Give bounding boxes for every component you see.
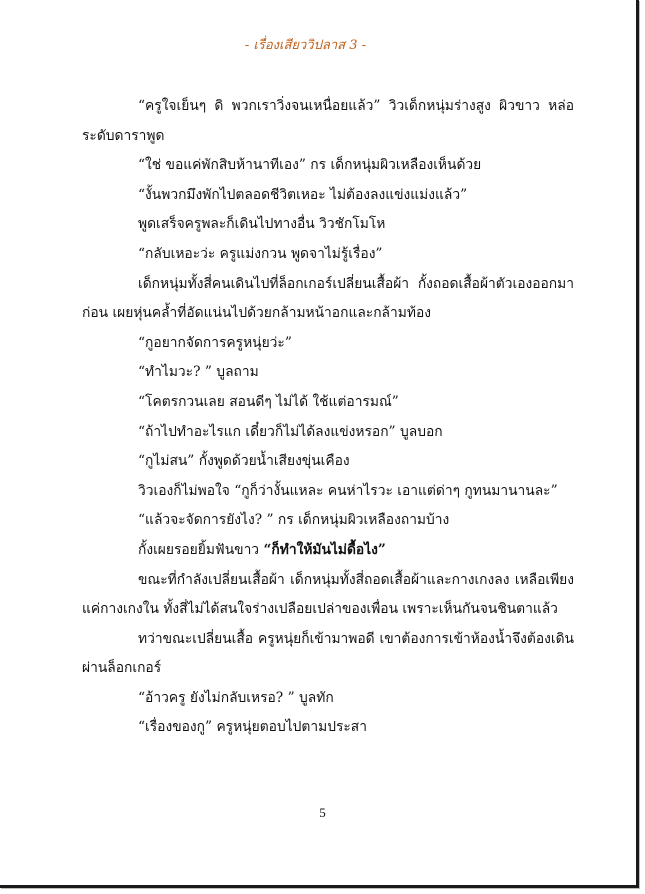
paragraph: “ถ้าไปทำอะไรแก เดี๋ยวก็ไม่ได้ลงแข่งหรอก” บูลบอก <box>138 423 443 440</box>
paragraph: “กูไม่สน” กั้งพูดด้วยน้ำเสียงขุ่นเคือง <box>138 453 350 470</box>
paragraph: เด็กหนุ่มทั้งสี่คนเดินไปที่ล็อกเกอร์เปลี่ยนเสื้อผ้า กั้งถอดเสื้อผ้าตัวเองออกมาก่อน เผยหุ่นคล้ำที่อัดแน่นไปด้วยกล้ามหน้าอกและกล้ามท้อง <box>82 275 574 322</box>
paragraph: “แล้วจะจัดการยังไง? ” กร เด็กหนุ่มผิวเหลืองถามบ้าง <box>138 512 450 529</box>
paragraph-lead: กั้งเผยรอยยิ้มฟันขาว <box>138 541 264 558</box>
paragraph: ทว่าขณะเปลี่ยนเสื้อ ครูหนุ่ยก็เข้ามาพอดี เขาต้องการเข้าห้องน้ำจึงต้องเดินผ่านล็อกเกอร์ <box>82 630 574 677</box>
paragraph: วิวเองก็ไม่พอใจ “กูก็ว่างั้นแหละ คนห่าไรวะ เอาแต่ด่าๆ กูทนมานานละ” <box>138 482 558 499</box>
paragraph-with-bold-quote <box>82 536 574 566</box>
paragraph: “ครูใจเย็นๆ ดิ พวกเราวิ่งจนเหนื่อยแล้ว” วิวเด็กหนุ่มร่างสูง ผิวขาว หล่อระดับดาราพูด <box>82 98 574 144</box>
paragraph: “โคตรกวนเลย สอนดีๆ ไม่ได้ ใช้แต่อารมณ์” <box>138 393 399 410</box>
page-number: 5 <box>319 805 326 820</box>
body-text <box>82 92 574 743</box>
paragraph: “ทำไมวะ? ” บูลถาม <box>138 364 259 381</box>
paragraph: พูดเสร็จครูพละก็เดินไปทางอื่น วิวชักโมโห <box>138 216 386 233</box>
running-header: - เรื่องเสียววิปลาส 3 - <box>244 38 366 53</box>
paragraph: “ใช่ ขอแค่พักสิบห้านาทีเอง” กร เด็กหนุ่มผิวเหลืองเห็นด้วย <box>138 157 482 174</box>
paragraph: “อ้าวครู ยังไม่กลับเหรอ? ” บูลทัก <box>138 689 334 706</box>
bold-quote: “ก็ทำให้มันไม่ดื้อไง” <box>263 541 386 558</box>
paragraph: “กลับเหอะว่ะ ครูแม่งกวน พูดจาไม่รู้เรื่อง” <box>138 245 383 262</box>
paragraph: ขณะที่กำลังเปลี่ยนเสื้อผ้า เด็กหนุ่มทั้งสี่ถอดเสื้อผ้าและกางเกงลง เหลือเพียงแค่กางเกงใน ทั้งสี่ไม่ได้สนใจร่างเปลือยเปล่าของเพื่อน เพราะเห็นกันจนชินตาแล้ว <box>82 571 574 618</box>
paragraph: “งั้นพวกมึงพักไปตลอดชีวิตเหอะ ไม่ต้องลงแข่งแม่งแล้ว” <box>138 186 468 203</box>
paragraph: “เรื่องของกู” ครูหนุ่ยตอบไปตามประสา <box>138 719 367 736</box>
paragraph: “กูอยากจัดการครูหนุ่ยว่ะ” <box>138 334 292 351</box>
